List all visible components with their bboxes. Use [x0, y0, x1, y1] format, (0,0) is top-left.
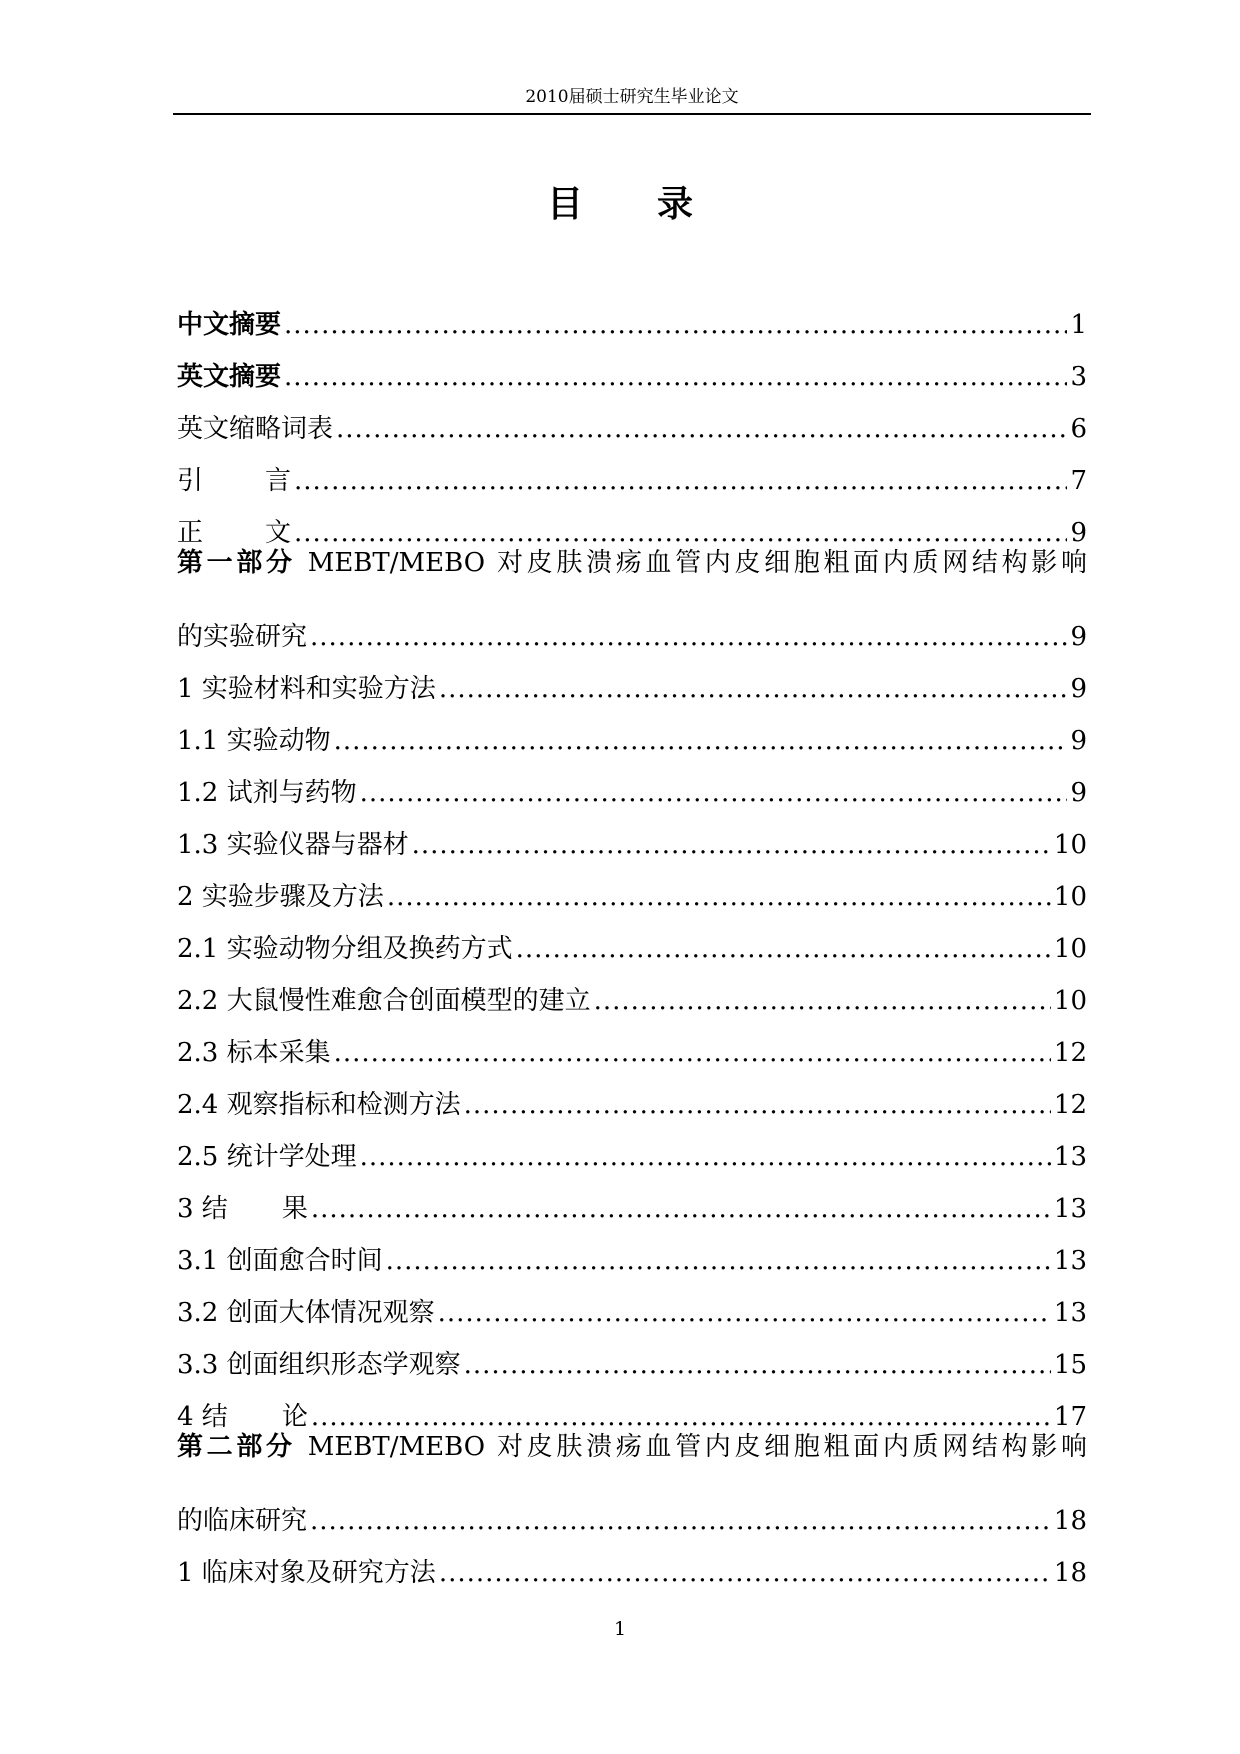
- toc-entry[interactable]: [177, 652, 1087, 704]
- toc-entry-label: 3.2 创面大体情况观察: [177, 1298, 435, 1328]
- toc-entry-label: 3.1 创面愈合时间: [177, 1246, 383, 1276]
- toc-entry-page: 12: [1053, 1038, 1087, 1068]
- toc-entry-english-abstract[interactable]: [177, 340, 1087, 392]
- toc-entry-page: 13: [1053, 1246, 1087, 1276]
- toc-entry[interactable]: [177, 704, 1087, 756]
- toc-entry-part-one-line1[interactable]: [177, 548, 1087, 600]
- toc-entry-label: 2.3 标本采集: [177, 1038, 331, 1068]
- toc-entry-label: 的临床研究: [177, 1506, 308, 1536]
- toc-entry-page: 13: [1053, 1298, 1087, 1328]
- page-title: [0, 183, 1240, 227]
- toc-entry-label: 英文缩略词表: [177, 414, 334, 444]
- toc-entry-page: 3: [1070, 362, 1087, 392]
- toc-entry[interactable]: [177, 1328, 1087, 1380]
- toc-entry-page: 9: [1070, 622, 1087, 652]
- toc-leader-dots: [336, 414, 1067, 444]
- toc-leader-dots: [439, 674, 1068, 704]
- table-of-contents: [177, 288, 1087, 1588]
- toc-leader-dots: [516, 934, 1051, 964]
- toc-entry-conclusion[interactable]: [177, 1380, 1087, 1432]
- toc-leader-dots: [310, 622, 1067, 652]
- toc-leader-dots: [386, 1246, 1051, 1276]
- toc-entry-page: 13: [1053, 1142, 1087, 1172]
- toc-entry-page: 10: [1053, 830, 1087, 860]
- toc-leader-dots: [412, 830, 1051, 860]
- toc-leader-dots: [311, 1402, 1051, 1432]
- toc-entry[interactable]: [177, 808, 1087, 860]
- toc-entry-label: 1 临床对象及研究方法: [177, 1558, 436, 1588]
- toc-entry-page: 7: [1070, 466, 1087, 496]
- toc-entry-page: 17: [1053, 1402, 1087, 1432]
- toc-entry-label: 2 实验步骤及方法: [177, 882, 384, 912]
- toc-entry-label: 中文摘要: [177, 310, 282, 340]
- title-char-left: 目: [546, 184, 583, 225]
- toc-entry[interactable]: [177, 1536, 1087, 1588]
- toc-entry-part-two-line1[interactable]: [177, 1432, 1087, 1484]
- toc-entry[interactable]: [177, 1068, 1087, 1120]
- title-char-right: 录: [657, 184, 694, 225]
- toc-entry-page: 13: [1053, 1194, 1087, 1224]
- toc-entry[interactable]: [177, 1224, 1087, 1276]
- toc-entry-main-text[interactable]: [177, 496, 1087, 548]
- toc-entry-results[interactable]: [177, 1172, 1087, 1224]
- toc-leader-dots: [284, 362, 1067, 392]
- toc-leader-dots: [294, 518, 1067, 548]
- toc-leader-dots: [438, 1298, 1051, 1328]
- header-rule: [173, 113, 1091, 115]
- toc-leader-dots: [311, 1194, 1051, 1224]
- toc-entry[interactable]: [177, 860, 1087, 912]
- toc-entry-label: 2.1 实验动物分组及换药方式: [177, 934, 513, 964]
- toc-leader-dots: [284, 310, 1067, 340]
- toc-entry-label: 的实验研究: [177, 622, 308, 652]
- toc-entry-page: 18: [1053, 1558, 1087, 1588]
- toc-entry-label: 1.1 实验动物: [177, 726, 331, 756]
- toc-entry-page: 10: [1053, 882, 1087, 912]
- running-header: 2010届硕士研究生毕业论文: [525, 87, 739, 107]
- toc-entry-label: 第二部分 MEBT/MEBO 对皮肤溃疡血管内皮细胞粗面内质网结构影响: [177, 1432, 1087, 1462]
- page-number: 1: [613, 1618, 627, 1640]
- toc-entry-page: 9: [1070, 726, 1087, 756]
- toc-leader-dots: [294, 466, 1067, 496]
- toc-entry-page: 12: [1053, 1090, 1087, 1120]
- toc-entry-page: 1: [1070, 310, 1087, 340]
- toc-entry-introduction[interactable]: [177, 444, 1087, 496]
- toc-entry-part-one-line2[interactable]: [177, 600, 1087, 652]
- toc-leader-dots: [310, 1506, 1051, 1536]
- toc-entry[interactable]: [177, 1276, 1087, 1328]
- toc-entry-label: 正 文: [177, 518, 292, 548]
- toc-leader-dots: [594, 986, 1051, 1016]
- toc-entry[interactable]: [177, 756, 1087, 808]
- toc-entry-label: 1.2 试剂与药物: [177, 778, 357, 808]
- toc-entry-label: 英文摘要: [177, 362, 282, 392]
- toc-entry-label: 引 言: [177, 466, 292, 496]
- toc-leader-dots: [360, 1142, 1051, 1172]
- toc-entry[interactable]: [177, 1016, 1087, 1068]
- toc-entry-page: 10: [1053, 986, 1087, 1016]
- toc-entry[interactable]: [177, 912, 1087, 964]
- toc-entry-label: 4 结 论: [177, 1402, 308, 1432]
- toc-entry-label: 1.3 实验仪器与器材: [177, 830, 409, 860]
- toc-leader-dots: [464, 1350, 1051, 1380]
- toc-entry-page: 9: [1070, 778, 1087, 808]
- toc-leader-dots: [334, 726, 1068, 756]
- toc-entry[interactable]: [177, 1120, 1087, 1172]
- toc-entry-label: 1 实验材料和实验方法: [177, 674, 436, 704]
- toc-entry[interactable]: [177, 964, 1087, 1016]
- toc-entry-page: 9: [1070, 674, 1087, 704]
- toc-leader-dots: [360, 778, 1068, 808]
- toc-leader-dots: [334, 1038, 1051, 1068]
- toc-entry-label: 3.3 创面组织形态学观察: [177, 1350, 461, 1380]
- toc-entry-page: 9: [1070, 518, 1087, 548]
- toc-entry-page: 6: [1070, 414, 1087, 444]
- toc-entry-label: 第一部分 MEBT/MEBO 对皮肤溃疡血管内皮细胞粗面内质网结构影响: [177, 548, 1087, 578]
- toc-leader-dots: [464, 1090, 1051, 1120]
- toc-entry-label: 2.2 大鼠慢性难愈合创面模型的建立: [177, 986, 591, 1016]
- toc-entry-part-two-line2[interactable]: [177, 1484, 1087, 1536]
- toc-entry-label: 2.5 统计学处理: [177, 1142, 357, 1172]
- toc-entry-label: 2.4 观察指标和检测方法: [177, 1090, 461, 1120]
- toc-entry-abbreviations[interactable]: [177, 392, 1087, 444]
- toc-entry-chinese-abstract[interactable]: [177, 288, 1087, 340]
- toc-entry-page: 15: [1053, 1350, 1087, 1380]
- toc-entry-page: 10: [1053, 934, 1087, 964]
- toc-leader-dots: [387, 882, 1051, 912]
- toc-entry-page: 18: [1053, 1506, 1087, 1536]
- toc-leader-dots: [439, 1558, 1051, 1588]
- toc-entry-label: 3 结 果: [177, 1194, 308, 1224]
